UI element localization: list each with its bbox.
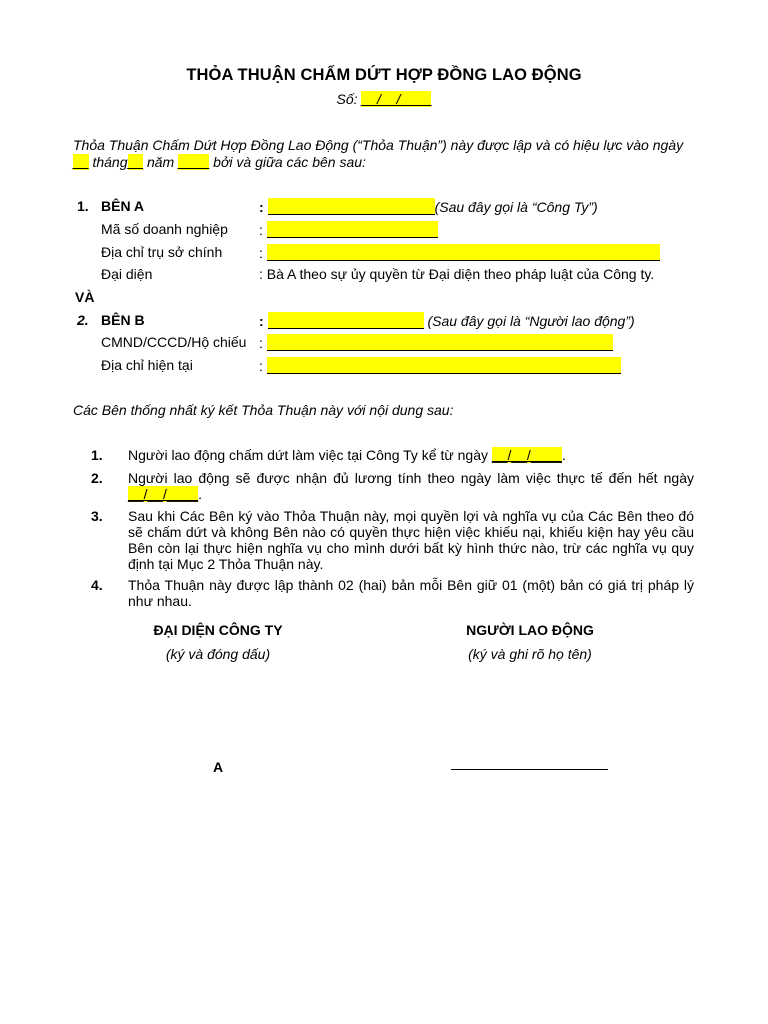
company-signature-note: (ký và đóng dấu) (165, 646, 271, 662)
term-2-end: . (198, 486, 202, 502)
party-b-name-field[interactable] (268, 312, 424, 329)
current-address-label: Địa chỉ hiện tại (101, 357, 193, 373)
party-a-name-field[interactable] (268, 198, 435, 215)
party-a-number: 1. (77, 198, 89, 214)
nam-word: năm (143, 154, 179, 170)
term-number: 4. (91, 577, 103, 593)
colon: : (259, 199, 264, 215)
thang-word: tháng (88, 154, 128, 170)
party-b-heading: BÊN B (101, 312, 145, 328)
term-2 (128, 470, 694, 502)
employee-signature-title: NGƯỜI LAO ĐỘNG (466, 622, 594, 638)
company-signature-title: ĐẠI DIỆN CÔNG TY (153, 622, 283, 638)
colon: : (259, 313, 264, 329)
employee-signature-line[interactable] (451, 757, 608, 775)
tax-code-field[interactable] (267, 221, 438, 238)
current-address-row (259, 357, 621, 374)
colon: : (259, 335, 263, 351)
party-b-note: (Sau đây gọi là “Người lao động”) (423, 313, 635, 329)
party-b-name-row (259, 312, 635, 329)
agree-intro: Các Bên thống nhất ký kết Thỏa Thuận này với nội dung sau: (73, 402, 454, 418)
head-office-label: Địa chỉ trụ sở chính (101, 244, 223, 260)
head-office-row (259, 244, 660, 261)
document-number (0, 91, 768, 107)
colon: : (259, 245, 263, 261)
intro-tail: bởi và giữa các bên sau: (209, 154, 366, 170)
head-office-field[interactable] (267, 244, 660, 261)
intro-line-1: Thỏa Thuận Chấm Dứt Hợp Đồng Lao Động (“Thỏa Thuận”) này được lập và có hiệu lực vào ngày (73, 137, 684, 153)
term-1 (128, 447, 694, 463)
term-number: 2. (91, 470, 103, 486)
document-title: THỎA THUẬN CHẤM DỨT HỢP ĐỒNG LAO ĐỘNG (186, 66, 582, 84)
id-field[interactable] (267, 334, 613, 351)
year-blank: ____ (178, 154, 210, 170)
intro-line-2 (73, 154, 366, 170)
term-number: 1. (91, 447, 103, 463)
company-signer-name: A (213, 759, 224, 775)
id-row (259, 334, 613, 351)
term-2-text: Người lao động sẽ được nhận đủ lương tính theo ngày làm việc thực tế đến hết ngày (128, 470, 694, 486)
term-4: Thỏa Thuận này được lập thành 02 (hai) bản mỗi Bên giữ 01 (một) bản có giá trị pháp lý như nhau. (128, 577, 694, 609)
party-a-note: (Sau đây gọi là “Công Ty”) (434, 199, 598, 215)
month-blank: __ (127, 154, 144, 170)
term-3: Sau khi Các Bên ký vào Thỏa Thuận này, mọi quyền lợi và nghĩa vụ của Các Bên theo đó sẽ chấm dứt và không Bên nào có quyền thực hiện việc khiếu nại, khiếu kiện hay yêu cầu Bên còn lại thực hiện nghĩa vụ cho mình dưới bất kỳ hình thức nào, trừ các nghĩa vụ quy định tại Mục 2 Thỏa Thuận này. (128, 508, 694, 572)
term-number: 3. (91, 508, 103, 524)
current-address-field[interactable] (267, 357, 621, 374)
party-a-heading: BÊN A (101, 198, 145, 214)
representative-value: : Bà A theo sự ủy quyền từ Đại diện theo pháp luật của Công ty. (259, 266, 655, 282)
document-number-label: Số: (336, 91, 362, 107)
day-blank: __ (73, 154, 89, 170)
party-b-number: 2. (77, 312, 89, 328)
colon: : (259, 358, 263, 374)
term-1-text: Người lao động chấm dứt làm việc tại Công Ty kể từ ngày (128, 447, 492, 463)
tax-code-row (259, 221, 438, 238)
term-1-end: . (561, 447, 566, 463)
party-a-name-row (259, 198, 598, 215)
document-number-value: __/__/____ (361, 91, 432, 107)
employee-signature-note: (ký và ghi rõ họ tên) (468, 646, 592, 662)
term-1-date-blank: __/__/____ (491, 447, 562, 463)
colon: : (259, 222, 263, 238)
tax-code-label: Mã số doanh nghiệp (101, 221, 228, 237)
id-label: CMND/CCCD/Hộ chiếu (101, 334, 247, 350)
conjunction: VÀ (75, 289, 95, 305)
representative-label: Đại diện (101, 266, 153, 282)
term-2-date-blank: __/__/____ (128, 486, 199, 502)
